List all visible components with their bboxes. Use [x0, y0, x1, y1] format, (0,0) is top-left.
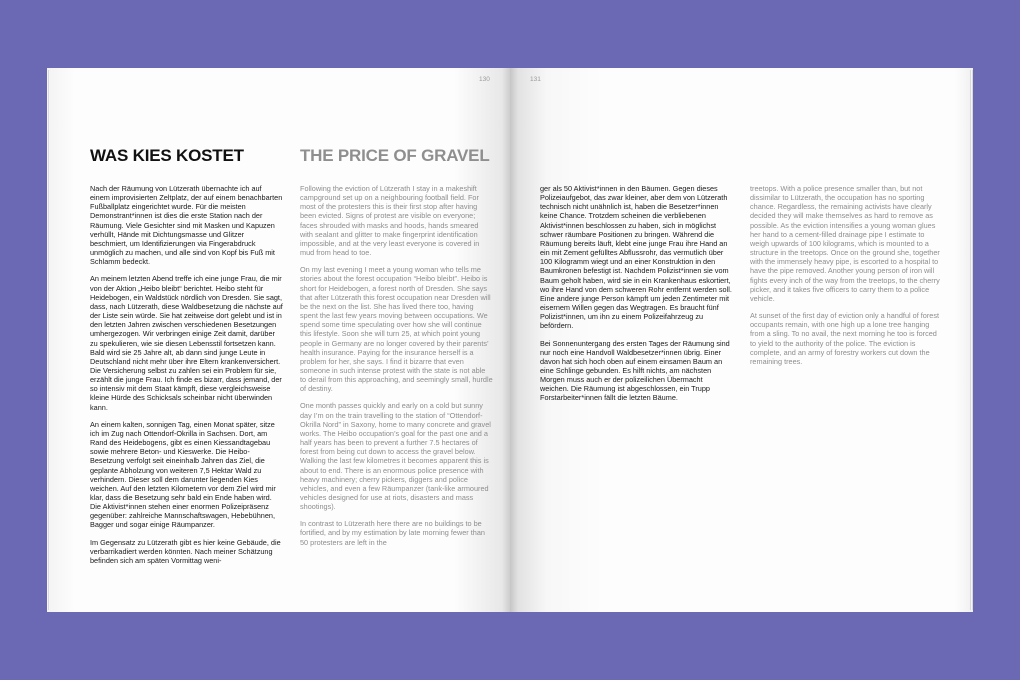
paragraph: On my last evening I meet a young woman who tells me stories about the forest occupation “Heibo bleibt”. Heibo is short for Heidebogen, a forest north of Dresden. She says that after Lützerath this forest occupation near Dresden will be the next on the list. She has lived there too, having spent the last few years moving between occupations. We spend some time speculating over how she will continue this lifestyle. Soon she will turn 25, at which point young people in Germany are no longer covered by their parents’ health insurance. Paying for the insurance herself is a problem for her, she says. I find it bizarre that even someone in such intense protest with the state is not able to derail from this approaching, and seemingly small, hurdle of destiny. — [300, 265, 493, 394]
title-english: THE PRICE OF GRAVEL — [300, 146, 490, 165]
english-column-left — [300, 184, 493, 555]
paragraph: At sunset of the first day of eviction only a handful of forest occupants remain, with one high up a lone tree hanging from a sling. To no avail, the next morning he too is forced to yield to the authority of the police. The eviction is complete, and an army of forestry workers cut down the remaining trees. — [750, 311, 940, 366]
paragraph: Im Gegensatz zu Lützerath gibt es hier keine Gebäude, die verbarrikadiert werden könnten. Nach meiner Schätzung befinden sich am späten Vormittag weni- — [90, 537, 281, 565]
open-book — [47, 68, 973, 612]
paragraph: An meinem letzten Abend treffe ich eine junge Frau, die mir von der Aktion „Heibo bleibt“ berichtet. Heibo steht für Heidebogen, ein Waldstück nördlich von Dresden. Sie sagt, dass, nach Lützerath, diese Waldbesetzung die nächste auf der Liste sein würde. Sie hat zeitweise dort gelebt und ist in den letzten Jahren zwischen verschiedenen Besetzungen umhergezogen. Wir verbringen einige Zeit damit, darüber zu spekulieren, wie sie diesen Lebensstil fortsetzen kann. Bald wird sie 25 Jahre alt, ab dann sind junge Leute in Deutschland nicht mehr über ihre Eltern krankenversichert. Die Versicherung selbst zu zahlen sei ein Problem für sie, erzählt die junge Frau. Ich finde es bizarr, dass jemand, der so intensiv mit dem Staat kämpft, diese vergleichsweise kleine Hürde des Schicksals scheinbar nicht überwinden kann. — [90, 274, 283, 412]
title-german: WAS KIES KOSTET — [90, 146, 244, 165]
book-spine-shadow — [502, 68, 518, 612]
paragraph: One month passes quickly and early on a cold but sunny day I’m on the train travelling to the station of “Ottendorf-Okrilla Nord” in Saxony, home to many concrete and gravel works. The Heibo occupation’s goal for the past one and a half years has been to prevent a further 7.5 hectares of forest from being cut down to access the gravel below. Walking the last few kilometres it becomes apparent this is about to end. There is an enormous police presence with heavy machinery; cherry pickers, diggers and police vehicles, and even a few Räumpanzer (tank-like armoured vehicles designed for use at riots, disasters and mass shootings). — [300, 401, 491, 512]
paragraph: treetops. With a police presence smaller than, but not dissimilar to Lützerath, the occupation has no sporting chance. Regardless, the remaining activists have clearly decided they will make themselves as hard to remove as possible. As the eviction intensifies a young woman glues her hand to a cement-filled drainage pipe I estimate to weigh upwards of 100 kilograms, which is mounted to a structure in the treetops. Once on the ground she, together with the immensely heavy pipe, is escorted to a hospital to have the pipe removed. Another young person of iron will fights every inch of the way from the treetops, to the cherry picker, and it takes five officers to carry them to a police vehicle. — [750, 184, 940, 303]
english-column-right — [750, 184, 943, 374]
page-number-left: 130 — [479, 76, 490, 83]
paragraph: Following the eviction of Lützerath I stay in a makeshift campground set up on a neighbouring football field. For most of the protesters this is their first stop after having been evicted. Signs of protest are visible on everyone; faces shrouded with masks and hoods, hands smeared with sealant and glitter to make fingerprint identification impossible, and at the very least everyone is covered in mud from head to toe. — [300, 184, 480, 258]
left-page-edge — [47, 70, 50, 610]
paragraph: An einem kalten, sonnigen Tag, einen Monat später, sitze ich im Zug nach Ottendorf-Okrilla in Sachsen. Dort, am Rand des Heidebogens, gibt es einen Kiessandtagebau sowie mehrere Beton- und Kieswerke. Die Heibo-Besetzung verfolgt seit eineinhalb Jahren das Ziel, die geplante Abholzung von weiteren 7,5 Hektar Wald zu verhindern. Dieser soll dem darunter liegenden Kies weichen. Auf den letzten Kilometern vor dem Ziel wird mir klar, dass die Besetzung sehr bald ein Ende haben wird. Die Aktivist*innen stehen einer enormen Polizeipräsenz gegenüber: zahlreiche Mannschaftswagen, Hebebühnen, Bagger und sogar einige Räumpanzer. — [90, 419, 276, 530]
paragraph: Nach der Räumung von Lützerath übernachte ich auf einem improvisierten Zeltplatz, der auf einem benachbarten Fußballplatz eingerichtet wurde. Für die meisten Demonstrant*innen ist dies die erste Station nach der Räumung. Viele Gesichter sind mit Masken und Kapuzen verhüllt, Hände mit Dichtungsmasse und Glitzer beschmiert, um Identifizierungen via Fingerabdruck unmöglich zu machen, und alle sind von Kopf bis Fuß mit Schlamm bedeckt. — [90, 184, 283, 267]
paragraph: In contrast to Lützerath here there are no buildings to be fortified, and by my estimation by late morning fewer than 50 protesters are left in the — [300, 519, 485, 547]
right-page — [510, 68, 973, 612]
paragraph: ger als 50 Aktivist*innen in den Bäumen. Gegen dieses Polizeiaufgebot, das zwar kleiner, aber dem von Lützerath technisch nicht unähnlich ist, haben die Besetzer*innen keine Chance. Trotzdem scheinen die verbliebenen Aktivist*innen beschlossen zu haben, sich in möglichst schwer räumbare Positionen zu bringen. Während die Räumung bereits läuft, klebt eine junge Frau ihre Hand an ein mit Zement gefülltes Abflussrohr, das vermutlich über 100 Kilogramm wiegt und an einer Konstruktion in den Baumkronen befestigt ist. Nachdem Polizist*innen sie vom Baum geholt haben, wird sie in ein Krankenhaus eskortiert, wo ihre Hand von dem schweren Rohr entfernt werden soll. Eine andere junge Person kämpft um jeden Zentimeter mit eisernem Willen gegen das Wegtragen. Es braucht fünf Polizist*innen, um ihn zu einem Polizeifahrzeug zu befördern. — [540, 184, 732, 331]
paragraph: Bei Sonnenuntergang des ersten Tages der Räumung sind nur noch eine Handvoll Waldbesetzer*innen übrig. Einer davon hat sich hoch oben auf einem einsamen Baum an eine Schlinge gebunden. Es hilft nichts, am nächsten Morgen muss auch er der polizeilichen Übermacht weichen. Die Räumung ist abgeschlossen, ein Trupp Forstarbeiter*innen fällt die letzten Bäume. — [540, 338, 730, 403]
german-column-right — [540, 184, 733, 411]
left-page — [47, 68, 510, 612]
page-number-right: 131 — [530, 76, 541, 83]
right-page-edge — [970, 70, 973, 610]
german-column-left — [90, 184, 283, 573]
